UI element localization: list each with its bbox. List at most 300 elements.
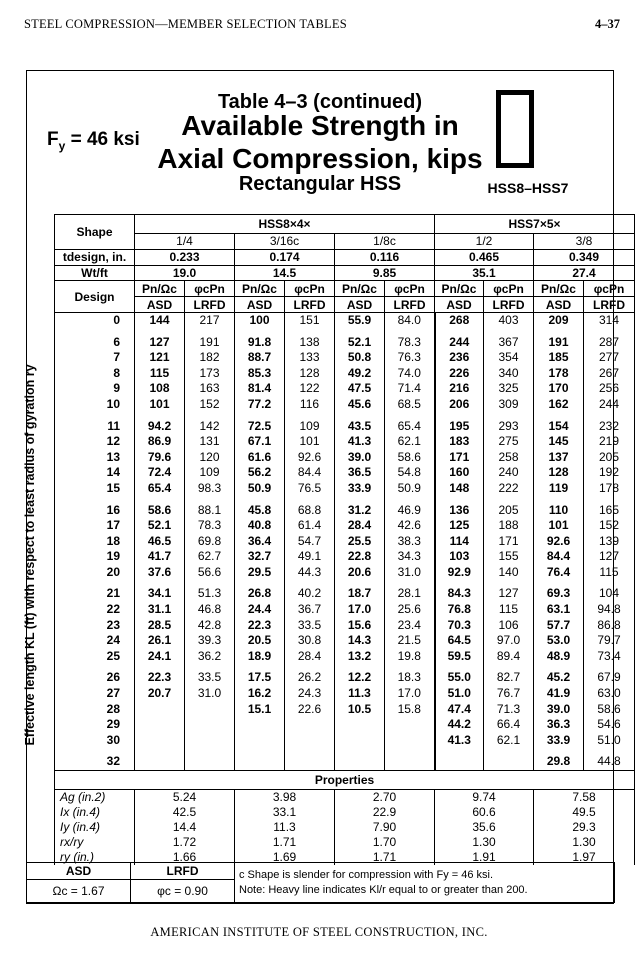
lrfd-value: 42.6 (385, 518, 435, 534)
kl-value: 11 (55, 419, 135, 435)
asd-value: 86.9 (135, 434, 185, 450)
asd-value: 76.4 (534, 565, 584, 581)
kl-value: 27 (55, 686, 135, 702)
lrfd-value: 61.4 (285, 518, 335, 534)
asd-value (435, 754, 484, 770)
property-value: 1.66 (135, 850, 235, 865)
lrfd-value: 277 (584, 350, 635, 366)
lrfd-value: 314 (584, 312, 635, 328)
asd-value: 41.3 (435, 733, 484, 749)
asd-value: 22.8 (335, 549, 385, 565)
lrfd-value: 244 (584, 397, 635, 413)
asd-value: 268 (435, 312, 484, 328)
property-label: Ag (in.2) (55, 790, 135, 806)
col-head-lrfd: φcPn (584, 281, 635, 297)
lrfd-value: 66.4 (484, 717, 534, 733)
asd-value: 185 (534, 350, 584, 366)
col-head-asd: Pn/Ωc (335, 281, 385, 297)
page-number: 4–37 (595, 17, 620, 31)
lrfd-value: 89.4 (484, 649, 534, 665)
method-asd: ASD (534, 297, 584, 313)
method-asd: ASD (435, 297, 484, 313)
lrfd-value: 17.0 (385, 686, 435, 702)
asd-value: 94.2 (135, 419, 185, 435)
weight-value: 35.1 (435, 265, 534, 281)
lrfd-value: 51.0 (584, 733, 635, 749)
asd-value: 79.6 (135, 450, 185, 466)
kl-value: 10 (55, 397, 135, 413)
phi-value: φc = 0.90 (131, 880, 235, 903)
hss-section-icon (496, 90, 534, 168)
property-row (55, 790, 635, 806)
tdesign-value: 0.349 (534, 249, 635, 265)
table-row (55, 419, 635, 435)
wall-thickness: 3/8 (534, 234, 635, 250)
asd-value: 81.4 (235, 381, 285, 397)
lrfd-value: 68.8 (285, 503, 335, 519)
lrfd-value: 92.6 (285, 450, 335, 466)
footnotes (235, 863, 615, 903)
lrfd-value: 133 (285, 350, 335, 366)
lrfd-value: 73.4 (584, 649, 635, 665)
method-lrfd: LRFD (385, 297, 435, 313)
method-asd: ASD (235, 297, 285, 313)
asd-value: 56.2 (235, 465, 285, 481)
lrfd-value: 76.5 (285, 481, 335, 497)
property-value: 35.6 (435, 820, 534, 835)
axis-label: Effective length KL (ft) with respect to least radius of gyration ry (23, 364, 37, 746)
lrfd-value: 21.5 (385, 633, 435, 649)
asd-value: 59.5 (435, 649, 484, 665)
lrfd-label: LRFD (131, 863, 235, 880)
design-label: Design (55, 281, 135, 313)
asd-value: 45.8 (235, 503, 285, 519)
lrfd-value: 62.7 (185, 549, 235, 565)
lrfd-value: 84.4 (285, 465, 335, 481)
lrfd-value: 367 (484, 335, 534, 351)
asd-value: 69.3 (534, 586, 584, 602)
asd-value: 108 (135, 381, 185, 397)
lrfd-value: 325 (484, 381, 534, 397)
asd-value: 64.5 (435, 633, 484, 649)
lrfd-value: 309 (484, 397, 534, 413)
lrfd-value: 78.3 (185, 518, 235, 534)
lrfd-value: 49.1 (285, 549, 335, 565)
asd-value: 43.5 (335, 419, 385, 435)
lrfd-value: 18.3 (385, 670, 435, 686)
weight-value: 14.5 (235, 265, 335, 281)
lrfd-value (185, 733, 235, 749)
running-head (24, 17, 620, 35)
lrfd-value: 155 (484, 549, 534, 565)
asd-value: 115 (135, 366, 185, 382)
asd-value: 100 (235, 312, 285, 328)
method-lrfd: LRFD (285, 297, 335, 313)
asd-value: 65.4 (135, 481, 185, 497)
lrfd-value: 138 (285, 335, 335, 351)
table-row (55, 549, 635, 565)
method-lrfd: LRFD (185, 297, 235, 313)
asd-value: 32.7 (235, 549, 285, 565)
asd-value: 41.3 (335, 434, 385, 450)
col-head-asd: Pn/Ωc (534, 281, 584, 297)
lrfd-value: 67.9 (584, 670, 635, 686)
asd-value: 18.7 (335, 586, 385, 602)
lrfd-value: 44.8 (584, 754, 635, 770)
table-row (55, 670, 635, 686)
tdesign-label: tdesign, in. (55, 249, 135, 265)
publisher-line: AMERICAN INSTITUTE OF STEEL CONSTRUCTION, INC. (150, 925, 488, 939)
asd-value: 33.9 (335, 481, 385, 497)
asd-value: 77.2 (235, 397, 285, 413)
kl-value: 14 (55, 465, 135, 481)
lrfd-value: 97.0 (484, 633, 534, 649)
asd-label: ASD (27, 863, 131, 880)
kl-value: 23 (55, 618, 135, 634)
asd-value: 127 (135, 335, 185, 351)
asd-value: 236 (435, 350, 484, 366)
asd-value: 25.5 (335, 534, 385, 550)
asd-value: 61.6 (235, 450, 285, 466)
tdesign-value: 0.465 (435, 249, 534, 265)
asd-value: 40.8 (235, 518, 285, 534)
asd-value: 12.2 (335, 670, 385, 686)
asd-value (135, 717, 185, 733)
property-value: 22.9 (335, 805, 435, 820)
lrfd-value: 65.4 (385, 419, 435, 435)
asd-value: 26.1 (135, 633, 185, 649)
property-value: 3.98 (235, 790, 335, 806)
weight-label: Wt/ft (55, 265, 135, 281)
asd-value: 55.0 (435, 670, 484, 686)
table-row (55, 586, 635, 602)
method-lrfd: LRFD (584, 297, 635, 313)
property-value: 5.24 (135, 790, 235, 806)
kl-value: 13 (55, 450, 135, 466)
table-row (55, 534, 635, 550)
property-value: 1.91 (435, 850, 534, 865)
property-value: 1.30 (534, 835, 635, 850)
lrfd-value: 188 (484, 518, 534, 534)
lrfd-value: 152 (584, 518, 635, 534)
kl-value: 21 (55, 586, 135, 602)
asd-value: 63.1 (534, 602, 584, 618)
lrfd-value: 101 (285, 434, 335, 450)
table-subtitle: Rectangular HSS (238, 173, 402, 195)
lrfd-value: 33.5 (285, 618, 335, 634)
asd-value: 92.6 (534, 534, 584, 550)
col-head-asd: Pn/Ωc (235, 281, 285, 297)
lrfd-value: 15.8 (385, 702, 435, 718)
lrfd-value: 165 (584, 503, 635, 519)
kl-value: 24 (55, 633, 135, 649)
asd-value: 88.7 (235, 350, 285, 366)
lrfd-value: 127 (584, 549, 635, 565)
lrfd-value: 54.8 (385, 465, 435, 481)
lrfd-value: 46.8 (185, 602, 235, 618)
asd-value: 50.8 (335, 350, 385, 366)
property-value: 1.69 (235, 850, 335, 865)
lrfd-value: 26.2 (285, 670, 335, 686)
table-row (55, 565, 635, 581)
property-value: 1.70 (335, 835, 435, 850)
asd-value: 24.1 (135, 649, 185, 665)
lrfd-value: 275 (484, 434, 534, 450)
table-row (55, 649, 635, 665)
lrfd-value: 69.8 (185, 534, 235, 550)
asd-value: 10.5 (335, 702, 385, 718)
lrfd-value: 68.5 (385, 397, 435, 413)
property-label: ry (in.) (55, 850, 135, 865)
method-asd: ASD (135, 297, 185, 313)
property-value: 11.3 (235, 820, 335, 835)
asd-value: 22.3 (135, 670, 185, 686)
col-head-asd: Pn/Ωc (135, 281, 185, 297)
asd-value: 244 (435, 335, 484, 351)
property-value: 1.71 (335, 850, 435, 865)
table-title: Available Strength in Axial Compression, kips (157, 110, 483, 174)
yield-strength-label: $F_y = 46$ ksi (47, 129, 140, 153)
kl-value: 18 (55, 534, 135, 550)
asd-value (135, 702, 185, 718)
asd-value (335, 733, 385, 749)
asd-value: 11.3 (335, 686, 385, 702)
property-value: 7.90 (335, 820, 435, 835)
col-head-lrfd: φcPn (185, 281, 235, 297)
table-row (55, 702, 635, 718)
lrfd-value: 71.3 (484, 702, 534, 718)
lrfd-value: 191 (185, 335, 235, 351)
lrfd-value: 163 (185, 381, 235, 397)
lrfd-value (385, 733, 435, 749)
lrfd-value: 142 (185, 419, 235, 435)
asd-value: 125 (435, 518, 484, 534)
table-row (55, 503, 635, 519)
lrfd-value (385, 717, 435, 733)
lrfd-value: 25.6 (385, 602, 435, 618)
lrfd-value: 115 (584, 565, 635, 581)
asd-value: 28.5 (135, 618, 185, 634)
asd-value: 20.6 (335, 565, 385, 581)
asd-value: 47.5 (335, 381, 385, 397)
footer-table (26, 862, 615, 903)
asd-value: 121 (135, 350, 185, 366)
shape-group: HSS8×4× (135, 215, 435, 234)
lrfd-value: 23.4 (385, 618, 435, 634)
asd-value (135, 754, 185, 770)
lrfd-value: 98.3 (185, 481, 235, 497)
lrfd-value: 31.0 (185, 686, 235, 702)
lrfd-value: 33.5 (185, 670, 235, 686)
property-value: 33.1 (235, 805, 335, 820)
asd-value (135, 733, 185, 749)
kl-value: 19 (55, 549, 135, 565)
lrfd-value: 40.2 (285, 586, 335, 602)
asd-value: 13.2 (335, 649, 385, 665)
lrfd-value: 19.8 (385, 649, 435, 665)
asd-value: 36.3 (534, 717, 584, 733)
lrfd-value: 46.9 (385, 503, 435, 519)
asd-value: 137 (534, 450, 584, 466)
strength-table (54, 214, 635, 865)
property-value: 1.72 (135, 835, 235, 850)
asd-value: 36.4 (235, 534, 285, 550)
asd-value: 47.4 (435, 702, 484, 718)
asd-value: 52.1 (335, 335, 385, 351)
table-row (55, 465, 635, 481)
asd-value: 110 (534, 503, 584, 519)
asd-value: 48.9 (534, 649, 584, 665)
asd-value: 52.1 (135, 518, 185, 534)
tdesign-value: 0.116 (335, 249, 435, 265)
lrfd-value (285, 733, 335, 749)
property-value: 9.74 (435, 790, 534, 806)
col-head-lrfd: φcPn (385, 281, 435, 297)
asd-value: 28.4 (335, 518, 385, 534)
asd-value (235, 733, 285, 749)
lrfd-value: 115 (484, 602, 534, 618)
lrfd-value: 240 (484, 465, 534, 481)
property-value: 2.70 (335, 790, 435, 806)
lrfd-value: 58.6 (385, 450, 435, 466)
lrfd-value: 86.8 (584, 618, 635, 634)
weight-value: 27.4 (534, 265, 635, 281)
lrfd-value: 217 (185, 312, 235, 328)
table-row (55, 717, 635, 733)
asd-value: 17.0 (335, 602, 385, 618)
asd-value: 206 (435, 397, 484, 413)
asd-value: 24.4 (235, 602, 285, 618)
asd-value: 20.5 (235, 633, 285, 649)
lrfd-value: 94.8 (584, 602, 635, 618)
lrfd-value: 22.6 (285, 702, 335, 718)
property-label: Ix (in.4) (55, 805, 135, 820)
asd-value: 101 (534, 518, 584, 534)
asd-value: 39.0 (335, 450, 385, 466)
table-row (55, 434, 635, 450)
col-head-lrfd: φcPn (484, 281, 534, 297)
lrfd-value: 267 (584, 366, 635, 382)
asd-value: 209 (534, 312, 584, 328)
asd-value: 144 (135, 312, 185, 328)
lrfd-value: 62.1 (385, 434, 435, 450)
property-value: 29.3 (534, 820, 635, 835)
asd-value: 216 (435, 381, 484, 397)
lrfd-value: 79.7 (584, 633, 635, 649)
lrfd-value: 287 (584, 335, 635, 351)
lrfd-value: 293 (484, 419, 534, 435)
asd-value: 148 (435, 481, 484, 497)
lrfd-value: 39.3 (185, 633, 235, 649)
asd-value: 50.9 (235, 481, 285, 497)
lrfd-value: 34.3 (385, 549, 435, 565)
lrfd-value: 54.6 (584, 717, 635, 733)
lrfd-value: 44.3 (285, 565, 335, 581)
kl-value: 29 (55, 717, 135, 733)
asd-value: 20.7 (135, 686, 185, 702)
asd-value: 33.9 (534, 733, 584, 749)
lrfd-value: 192 (584, 465, 635, 481)
asd-value: 45.2 (534, 670, 584, 686)
lrfd-value: 51.3 (185, 586, 235, 602)
asd-value: 34.1 (135, 586, 185, 602)
lrfd-value: 340 (484, 366, 534, 382)
lrfd-value: 182 (185, 350, 235, 366)
table-row (55, 366, 635, 382)
lrfd-value: 31.0 (385, 565, 435, 581)
tdesign-value: 0.233 (135, 249, 235, 265)
lrfd-value: 116 (285, 397, 335, 413)
asd-value: 76.8 (435, 602, 484, 618)
lrfd-value: 84.0 (385, 312, 435, 328)
lrfd-value (385, 754, 435, 770)
kl-value: 0 (55, 312, 135, 328)
asd-value (335, 717, 385, 733)
table-row (55, 397, 635, 413)
lrfd-value: 24.3 (285, 686, 335, 702)
method-lrfd: LRFD (484, 297, 534, 313)
asd-value: 162 (534, 397, 584, 413)
property-value: 14.4 (135, 820, 235, 835)
lrfd-value: 63.0 (584, 686, 635, 702)
table-row (55, 518, 635, 534)
asd-value: 37.6 (135, 565, 185, 581)
table-row (55, 686, 635, 702)
asd-value: 154 (534, 419, 584, 435)
asd-value: 191 (534, 335, 584, 351)
kl-value: 16 (55, 503, 135, 519)
lrfd-value: 30.8 (285, 633, 335, 649)
heavy-line-note: Note: Heavy line indicates Kl/r equal to or greater than 200. (239, 883, 528, 896)
lrfd-value: 50.9 (385, 481, 435, 497)
lrfd-value: 139 (584, 534, 635, 550)
lrfd-value (285, 717, 335, 733)
asd-value: 39.0 (534, 702, 584, 718)
lrfd-value: 36.2 (185, 649, 235, 665)
kl-value: 17 (55, 518, 135, 534)
asd-value: 41.9 (534, 686, 584, 702)
lrfd-value: 71.4 (385, 381, 435, 397)
asd-value: 17.5 (235, 670, 285, 686)
asd-value: 92.9 (435, 565, 484, 581)
lrfd-value: 151 (285, 312, 335, 328)
lrfd-value: 354 (484, 350, 534, 366)
wall-thickness: 1/8c (335, 234, 435, 250)
asd-value: 84.3 (435, 586, 484, 602)
asd-value: 226 (435, 366, 484, 382)
kl-value: 30 (55, 733, 135, 749)
lrfd-value: 256 (584, 381, 635, 397)
property-value: 60.6 (435, 805, 534, 820)
property-value: 7.58 (534, 790, 635, 806)
wall-thickness: 3/16c (235, 234, 335, 250)
property-label: rx/ry (55, 835, 135, 850)
kl-value: 9 (55, 381, 135, 397)
lrfd-value: 88.1 (185, 503, 235, 519)
lrfd-value: 178 (584, 481, 635, 497)
asd-value: 103 (435, 549, 484, 565)
lrfd-value: 76.7 (484, 686, 534, 702)
asd-value: 114 (435, 534, 484, 550)
property-row (55, 820, 635, 835)
weight-value: 19.0 (135, 265, 235, 281)
running-head-title: STEEL COMPRESSION—MEMBER SELECTION TABLES (24, 17, 347, 31)
kl-value: 28 (55, 702, 135, 718)
table-row (55, 618, 635, 634)
slender-note: c Shape is slender for compression with Fy = 46 ksi. (239, 868, 494, 881)
properties-label: Properties (55, 771, 635, 790)
property-value: 49.5 (534, 805, 635, 820)
